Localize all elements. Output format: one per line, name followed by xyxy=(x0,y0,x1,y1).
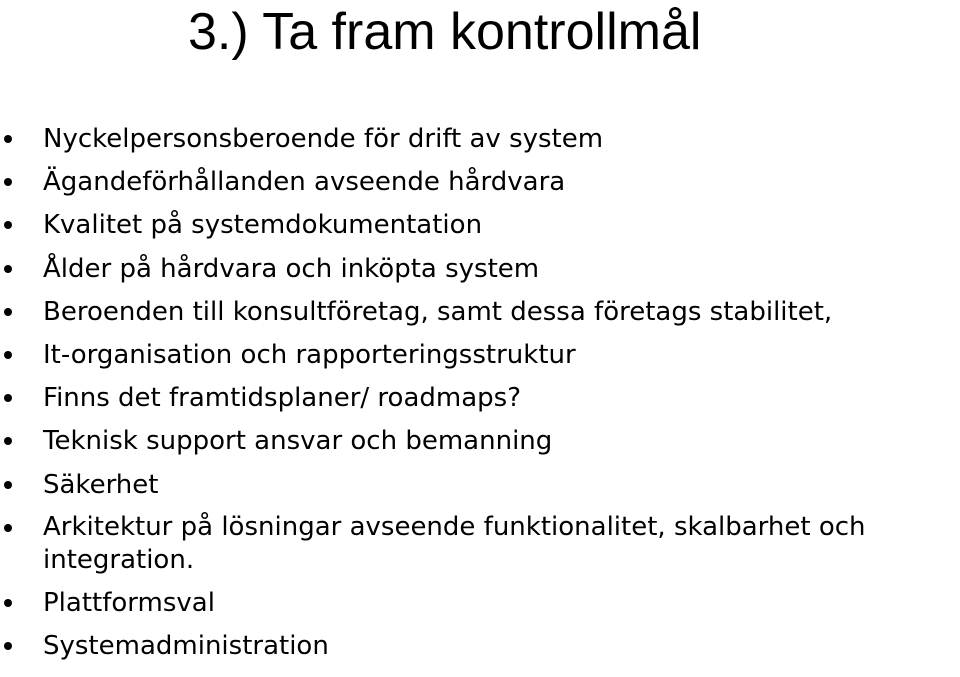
bullet-text: Kvalitet på systemdokumentation xyxy=(43,210,483,241)
bullet-item xyxy=(0,381,960,415)
bullet-list xyxy=(0,122,960,672)
bullet-text: Arkitektur på lösningar avseende funktionalitet, skalbarhet och integration. xyxy=(43,511,866,575)
bullet-dot-icon xyxy=(4,221,12,229)
bullet-dot-icon xyxy=(4,437,12,445)
bullet-item xyxy=(0,122,960,156)
bullet-dot-icon xyxy=(4,351,12,359)
bullet-item xyxy=(0,468,960,502)
bullet-text: Ägandeförhållanden avseende hårdvara xyxy=(43,167,566,198)
bullet-dot-icon xyxy=(4,178,12,186)
bullet-dot-icon xyxy=(4,524,12,532)
slide-title: 3.) Ta fram kontrollmål xyxy=(188,3,702,61)
bullet-text: Nyckelpersonsberoende för drift av system xyxy=(43,124,604,154)
bullet-item xyxy=(0,252,960,286)
bullet-item xyxy=(0,424,960,458)
bullet-item xyxy=(0,511,960,577)
bullet-text: Beroenden till konsultföretag, samt dessa företags stabilitet, xyxy=(43,296,833,327)
bullet-dot-icon xyxy=(4,265,12,273)
bullet-text: Systemadministration xyxy=(43,631,329,662)
bullet-item xyxy=(0,338,960,372)
bullet-text: Teknisk support ansvar och bemanning xyxy=(43,426,553,457)
bullet-dot-icon xyxy=(4,308,12,316)
bullet-dot-icon xyxy=(4,642,12,650)
bullet-text: Plattformsval xyxy=(43,587,215,618)
bullet-text: Ålder på hårdvara och inköpta system xyxy=(43,253,540,284)
bullet-item xyxy=(0,586,960,620)
bullet-item xyxy=(0,165,960,199)
bullet-text: Säkerhet xyxy=(43,469,159,500)
bullet-item xyxy=(0,295,960,329)
bullet-dot-icon xyxy=(4,394,12,402)
bullet-dot-icon xyxy=(4,599,12,607)
bullet-dot-icon xyxy=(4,481,12,489)
bullet-item xyxy=(0,629,960,663)
bullet-text: It-organisation och rapporteringsstruktur xyxy=(43,339,576,370)
bullet-dot-icon xyxy=(4,135,12,143)
bullet-text: Finns det framtidsplaner/ roadmaps? xyxy=(43,383,522,414)
bullet-item xyxy=(0,208,960,242)
